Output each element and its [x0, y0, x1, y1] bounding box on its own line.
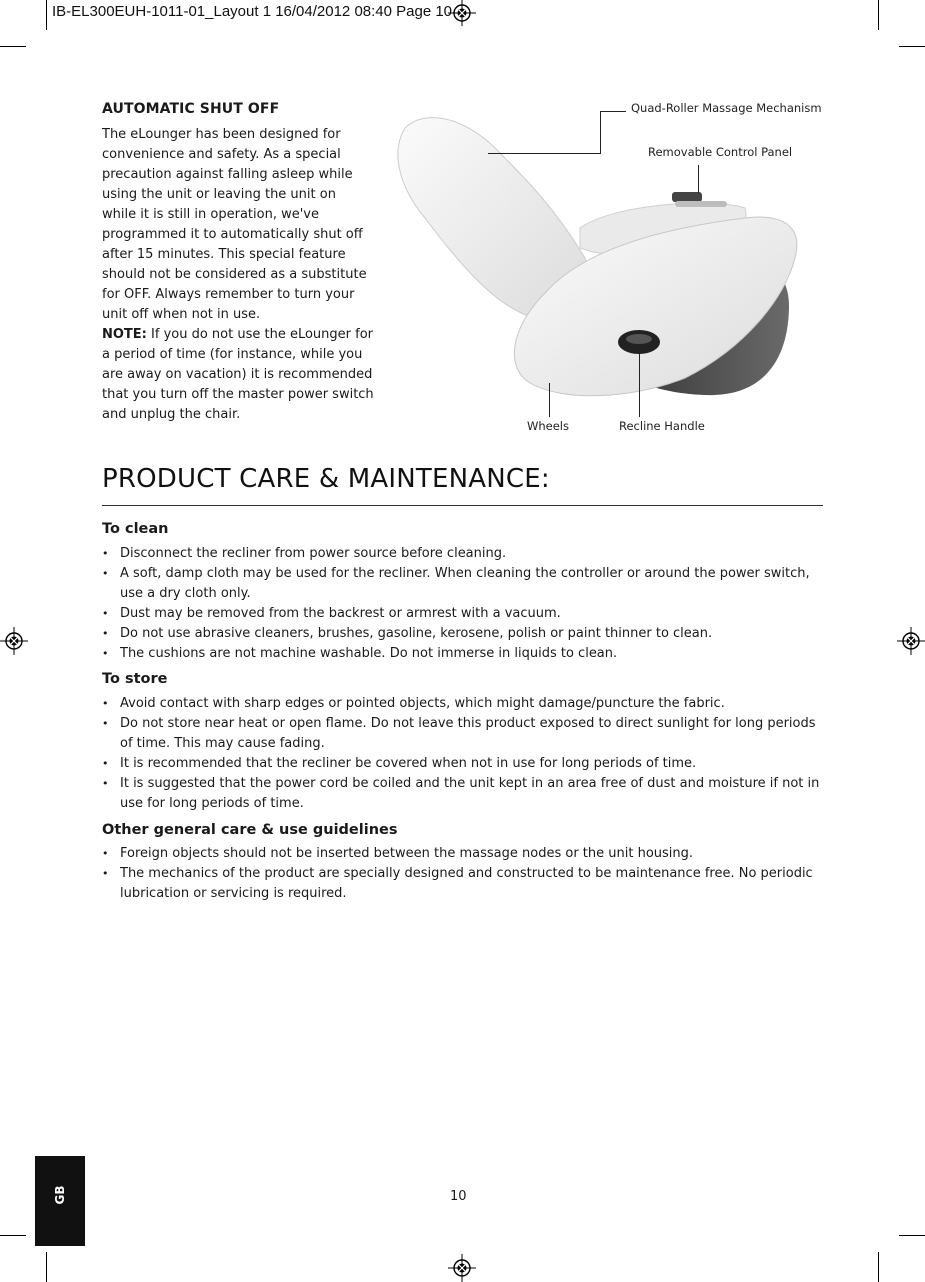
list-to-clean: [102, 544, 824, 664]
label-quad-roller: Quad-Roller Massage Mechanism: [631, 101, 822, 115]
heading-other-guidelines: Other general care & use guidelines: [102, 822, 398, 838]
crop-mark: [0, 1235, 26, 1236]
crop-mark: [878, 1252, 879, 1282]
print-slug: IB-EL300EUH-1011-01_Layout 1 16/04/2012 08:40 Page 10: [52, 3, 453, 20]
list-item: • Do not use abrasive cleaners, brushes, gasoline, kerosene, polish or paint thinner to clean.: [102, 624, 824, 644]
registration-mark-icon: [448, 0, 476, 26]
list-item: • Disconnect the recliner from power source before cleaning.: [102, 544, 824, 564]
language-tab-label: GB: [53, 1185, 67, 1205]
crop-mark: [899, 46, 925, 47]
crop-mark: [46, 0, 47, 30]
list-item: • Avoid contact with sharp edges or pointed objects, which might damage/puncture the fabric.: [102, 694, 824, 714]
callout-line: [600, 111, 626, 112]
registration-mark-icon: [0, 627, 28, 655]
callout-line: [698, 165, 699, 193]
shut-off-paragraph: The eLounger has been designed for convenience and safety. As a special precaution against falling asleep while using the unit or leaving the unit on while it is still in operation, we've programmed it to automatically shut off after 15 minutes. This special feature should not be considered as a substitute for OFF. Always remember to turn your unit off when not in use.: [102, 127, 367, 322]
page-title: PRODUCT CARE & MAINTENANCE:: [102, 464, 550, 494]
list-item: • It is suggested that the power cord be coiled and the unit kept in an area free of dust and moisture if not in use for long periods of time.: [102, 774, 824, 814]
list-other-guidelines: [102, 844, 824, 904]
automatic-shut-off-text: [102, 125, 374, 425]
callout-line: [600, 111, 601, 154]
note-label: NOTE:: [102, 327, 147, 342]
crop-mark: [878, 0, 879, 30]
list-item: • Foreign objects should not be inserted between the massage nodes or the unit housing.: [102, 844, 824, 864]
list-item: • The cushions are not machine washable. Do not immerse in liquids to clean.: [102, 644, 824, 664]
crop-mark: [0, 46, 26, 47]
registration-mark-icon: [448, 1254, 476, 1282]
list-item: • It is recommended that the recliner be covered when not in use for long periods of time.: [102, 754, 824, 774]
callout-line: [549, 383, 550, 417]
note-text: If you do not use the eLounger for a period of time (for instance, while you are away on vacation) it is recommended that you turn off the master power switch and unplug the chair.: [102, 327, 374, 422]
list-item: • Do not store near heat or open flame. Do not leave this product exposed to direct sunlight for long periods of time. This may cause fading.: [102, 714, 824, 754]
heading-to-store: To store: [102, 671, 168, 687]
callout-line: [488, 153, 600, 154]
list-item: • Dust may be removed from the backrest or armrest with a vacuum.: [102, 604, 824, 624]
crop-mark: [46, 1252, 47, 1282]
heading-to-clean: To clean: [102, 521, 169, 537]
callout-line: [639, 350, 640, 417]
section-heading-automatic-shut-off: AUTOMATIC SHUT OFF: [102, 101, 280, 117]
registration-mark-icon: [897, 627, 925, 655]
control-panel: [672, 192, 702, 202]
list-to-store: [102, 694, 824, 814]
crop-mark: [899, 1235, 925, 1236]
title-divider: [102, 505, 823, 506]
label-control-panel: Removable Control Panel: [648, 145, 793, 159]
list-item: • The mechanics of the product are specially designed and constructed to be maintenance free. No periodic lubrication or servicing is required.: [102, 864, 824, 904]
list-item: • A soft, damp cloth may be used for the recliner. When cleaning the controller or around the power switch, use a dry cloth only.: [102, 564, 824, 604]
label-recline-handle: Recline Handle: [619, 419, 705, 433]
label-wheels: Wheels: [527, 419, 569, 433]
page-number: 10: [450, 1189, 467, 1204]
language-tab: [35, 1156, 85, 1246]
